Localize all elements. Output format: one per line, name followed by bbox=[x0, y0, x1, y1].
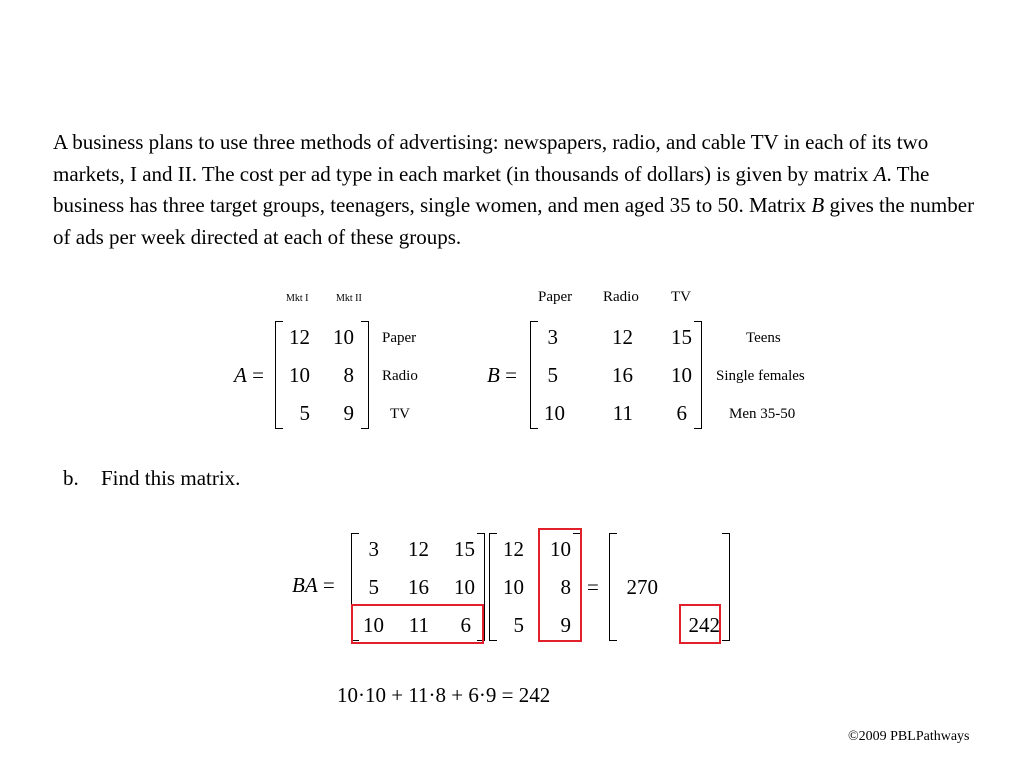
problem-statement bbox=[53, 127, 983, 253]
product-lhs-equation bbox=[292, 573, 335, 597]
equals-sign: = bbox=[505, 363, 517, 387]
product-a-cell: 5 bbox=[513, 613, 524, 637]
copyright: ©2009 PBLPathways bbox=[848, 729, 970, 744]
matrix-b-col-header: Paper bbox=[538, 289, 573, 305]
matrix-a-cell: 9 bbox=[343, 401, 354, 425]
product-b-cell: 16 bbox=[408, 575, 429, 599]
product-a-cell: 8 bbox=[560, 575, 571, 599]
result-cell: 242 bbox=[688, 613, 720, 637]
matrix-b-col-header: TV bbox=[671, 289, 691, 305]
matrix-b-cell: 11 bbox=[612, 401, 633, 425]
matrix-b-name: B bbox=[487, 363, 500, 387]
matrix-a-cell: 10 bbox=[289, 363, 310, 387]
left-bracket bbox=[609, 533, 617, 641]
product-b-cell: 10 bbox=[363, 613, 384, 637]
matrix-b-cell: 10 bbox=[544, 401, 565, 425]
computation: 10·10 + 11·8 + 6·9 = 242 bbox=[337, 683, 551, 707]
equals-sign: = bbox=[322, 573, 335, 597]
matrix-b-cell: 12 bbox=[612, 325, 633, 349]
product-b-cell: 5 bbox=[368, 575, 379, 599]
equals-sign: = bbox=[252, 363, 264, 387]
matrix-a-name: A bbox=[234, 363, 247, 387]
matrix-b-cell: 15 bbox=[671, 325, 692, 349]
matrix-a-equation bbox=[234, 363, 264, 387]
problem-text-3: gives the number of ads per week directed at each of these groups. bbox=[53, 193, 975, 249]
product-a-cell: 10 bbox=[550, 537, 571, 561]
right-bracket bbox=[694, 321, 702, 429]
matrix-b-col-header: Radio bbox=[603, 289, 639, 305]
matrix-a-cell: 10 bbox=[333, 325, 354, 349]
highlight-result-cell bbox=[679, 604, 721, 644]
equals-sign: = bbox=[587, 575, 599, 599]
matrix-b-row-label: Teens bbox=[746, 330, 781, 346]
product-b-cell: 11 bbox=[408, 613, 429, 637]
matrix-a-col-header: Mkt II bbox=[336, 293, 362, 304]
matrix-b-cell: 10 bbox=[671, 363, 692, 387]
matrix-a-cell: 12 bbox=[289, 325, 310, 349]
matrix-b-ref: B bbox=[811, 193, 825, 217]
matrix-b-equation bbox=[487, 363, 517, 387]
product-a-cell: 10 bbox=[503, 575, 524, 599]
product-b-cell: 3 bbox=[368, 537, 379, 561]
matrix-a-cell: 8 bbox=[343, 363, 354, 387]
question-marker: b. bbox=[63, 466, 79, 490]
matrix-a-cell: 5 bbox=[299, 401, 310, 425]
product-a-cell: 9 bbox=[560, 613, 571, 637]
matrix-b-cell: 16 bbox=[612, 363, 633, 387]
matrix-b-row-label: Single females bbox=[716, 368, 805, 384]
matrix-a-ref: A bbox=[873, 161, 887, 186]
product-lhs: BA bbox=[292, 573, 318, 597]
problem-text-2: . The business has three target groups, teenagers, single women, and men aged 35 to 50. Matrix bbox=[53, 161, 930, 217]
right-bracket bbox=[722, 533, 730, 641]
matrix-b-cell: 5 bbox=[547, 363, 558, 387]
matrix-b-row-label: Men 35-50 bbox=[729, 406, 796, 422]
matrix-a-row-label: Radio bbox=[382, 368, 418, 384]
matrix-b-cell: 6 bbox=[676, 401, 687, 425]
result-cell: 270 bbox=[626, 575, 658, 599]
product-b-cell: 12 bbox=[408, 537, 429, 561]
matrix-a-row-label: TV bbox=[390, 406, 410, 422]
product-b-cell: 10 bbox=[454, 575, 475, 599]
matrix-a-row-label: Paper bbox=[382, 330, 417, 346]
right-bracket bbox=[361, 321, 369, 429]
product-b-cell: 6 bbox=[460, 613, 471, 637]
product-a-cell: 12 bbox=[503, 537, 524, 561]
highlight-a-col2 bbox=[538, 528, 582, 642]
product-b-cell: 15 bbox=[454, 537, 475, 561]
question-text: Find this matrix. bbox=[101, 466, 241, 490]
problem-text-1: A business plans to use three methods of advertising: newspapers, radio, and cable TV in each of its two markets, I and II. The cost per ad type in each market (in thousands of dollars) is given by matrix bbox=[53, 130, 929, 186]
matrix-a-col-header: Mkt I bbox=[286, 293, 309, 304]
matrix-b-cell: 3 bbox=[547, 325, 558, 349]
highlight-b-row3 bbox=[351, 604, 484, 644]
